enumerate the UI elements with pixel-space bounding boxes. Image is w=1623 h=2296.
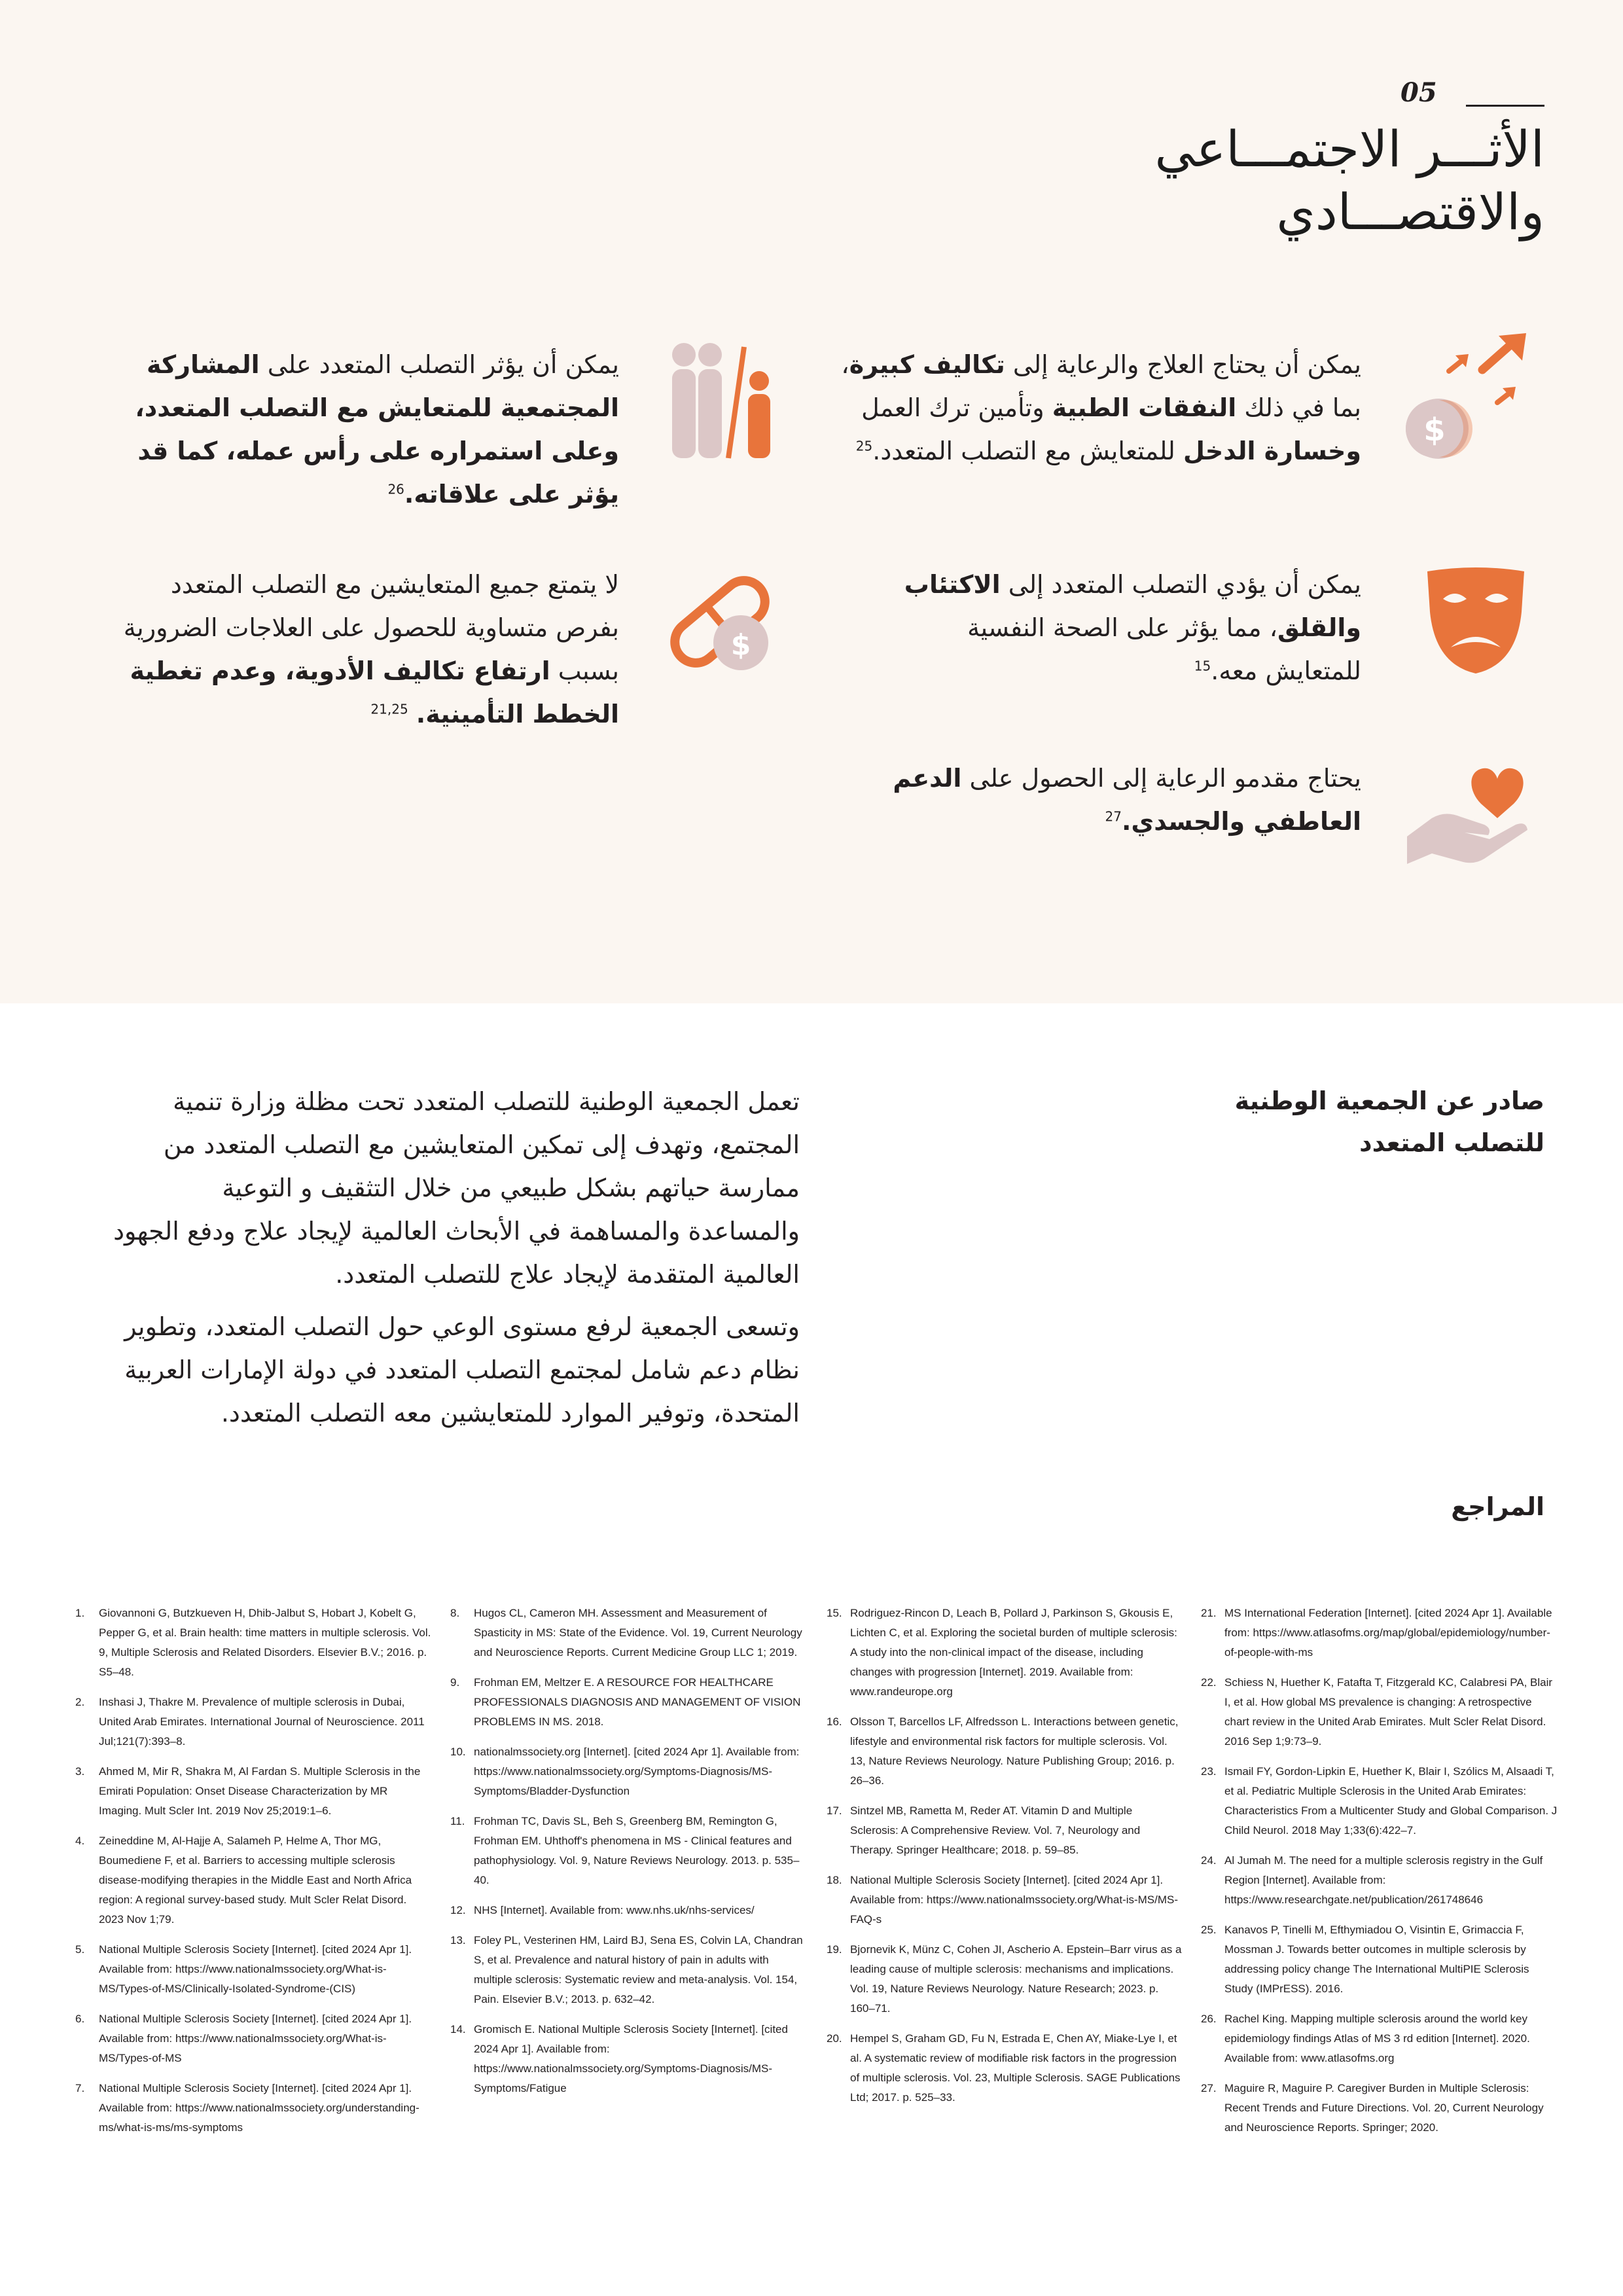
reference-text: Olsson T, Barcellos LF, Alfredsson L. Interactions between genetic, lifestyle and environmental risk factors for multiple sclerosis. Vol. 13, Nature Reviews Neurology. Nature Publishing Group; 2016. p. 26–36.: [850, 1715, 1179, 1787]
references-column-3: [827, 1604, 1183, 2118]
item-costs: يمكن أن يحتاج العلاج والرعاية إلى تكاليف كبيرة، بما في ذلك النفقات الطبية وتأمين ترك العمل وخسارة الدخل للمتعايش مع التصلب المتعدد.$^{25}$: [841, 350, 1361, 465]
reference-item: [75, 1940, 432, 1999]
reference-item: [1201, 1762, 1558, 1840]
section-number: 05: [1400, 77, 1437, 108]
reference-text: Hempel S, Graham GD, Fu N, Estrada E, Chen AY, Miake-Lye I, et al. A systematic review of modifiable risk factors in the progression of multiple sclerosis. Vol. 23, Multiple Sclerosis. SAGE Publications Ltd; 2017. p. 525–33.: [850, 2032, 1181, 2104]
pill-cost-icon: [661, 563, 779, 681]
reference-item: [450, 1604, 807, 1662]
item-participation: يمكن أن يؤثر التصلب المتعدد على المشاركة المجتمعية للمتعايش مع التصلب المتعدد، وعلى استمراره على رأس عمله، كما قد يؤثر على علاقاته.$^{26}$: [135, 350, 619, 509]
reference-text: NHS [Internet]. Available from: www.nhs.uk/nhs-services/: [474, 1904, 755, 1916]
reference-number: 7.: [75, 2082, 85, 2094]
reference-number: 23.: [1201, 1765, 1217, 1778]
reference-item: [1201, 1920, 1558, 1999]
about-society: [106, 1080, 800, 1444]
item-depression: يمكن أن يؤدي التصلب المتعدد إلى الاكتئاب والقلق، مما يؤثر على الصحة النفسية للمتعايش معه.$^{15}$: [904, 570, 1361, 685]
footnote-ref: 15: [1194, 658, 1211, 674]
reference-number: 21.: [1201, 1607, 1217, 1619]
reference-item: [450, 1931, 807, 2009]
reference-item: [827, 1801, 1183, 1860]
reference-item: [1201, 1673, 1558, 1751]
reference-number: 12.: [450, 1904, 466, 1916]
section-rule: [1466, 105, 1544, 107]
about-paragraph-2: وتسعى الجمعية لرفع مستوى الوعي حول التصلب المتعدد، وتطوير نظام دعم شامل لمجتمع التصلب المتعدد في دولة الإمارات العربية المتحدة، وتوفير الموارد للمتعايشين معه التصلب المتعدد.: [124, 1312, 800, 1427]
reference-item: [827, 1604, 1183, 1702]
reference-item: [827, 1940, 1183, 2018]
reference-number: 24.: [1201, 1854, 1217, 1867]
reference-text: Kanavos P, Tinelli M, Efthymiadou O, Visintin E, Grimaccia F, Mossman J. Towards better outcomes in multiple sclerosis by addressing policy change The International MultiPIE Sclerosis Study (IMPrESS). 2016.: [1224, 1924, 1529, 1995]
reference-text: Schiess N, Huether K, Fatafta T, Fitzgerald KC, Calabresi PA, Blair I, et al. How global MS prevalence is changing: A retrospective chart review in the United Arab Emirates. Mult Scler Relat Disord. 2016 Sep 1;9:73–9.: [1224, 1676, 1553, 1748]
references-column-1: [75, 1604, 432, 2148]
reference-number: 9.: [450, 1676, 460, 1689]
reference-number: 5.: [75, 1943, 85, 1956]
reference-item: [450, 1812, 807, 1890]
reference-number: 8.: [450, 1607, 460, 1619]
reference-text: nationalmssociety.org [Internet]. [cited 2024 Apr 1]. Available from: https://www.nationalmssociety.org/Symptoms-Diagnosis/MS-Symptoms/Bladder-Dysfunction: [474, 1746, 800, 1797]
reference-number: 19.: [827, 1943, 842, 1956]
reference-item: [450, 1673, 807, 1732]
section-title-line2: والاقتصـــادي: [1276, 183, 1544, 241]
reference-text: Sintzel MB, Rametta M, Reder AT. Vitamin D and Multiple Sclerosis: A Comprehensive Review. Vol. 7, Neurology and Therapy. Springer Healthcare; 2018. p. 59–85.: [850, 1804, 1141, 1856]
reference-text: Hugos CL, Cameron MH. Assessment and Measurement of Spasticity in MS: State of the Evidence. Vol. 19, Current Neurology and Neuroscience Reports. Current Medicine Group LLC 1; 2019.: [474, 1607, 802, 1659]
reference-text: National Multiple Sclerosis Society [Internet]. [cited 2024 Apr 1]. Available from: https://www.nationalmssociety.org/understanding-ms/what-is-ms/ms-symptoms: [99, 2082, 419, 2134]
footnote-ref: 26: [387, 481, 404, 497]
reference-text: Al Jumah M. The need for a multiple sclerosis registry in the Gulf Region [Internet]. Available from: https://www.researchgate.net/publication/261748646: [1224, 1854, 1543, 1906]
reference-item: [827, 1712, 1183, 1791]
item-access: لا يتمتع جميع المتعايشين مع التصلب المتعدد بفرص متساوية للحصول على العلاجات الضرورية بسبب ارتفاع تكاليف الأدوية، وعدم تغطية الخطط التأمينية. $^{21,25}$: [123, 570, 619, 728]
reference-text: Bjornevik K, Münz C, Cohen JI, Ascherio A. Epstein–Barr virus as a leading cause of multiple sclerosis: mechanisms and implications. Vol. 19, Nature Reviews Neurology. Nature Research; 2023. p. 160–71.: [850, 1943, 1182, 2015]
footnote-ref: 25: [855, 438, 873, 454]
reference-number: 13.: [450, 1934, 466, 1946]
reference-item: [1201, 2009, 1558, 2068]
reference-number: 18.: [827, 1874, 842, 1886]
reference-text: National Multiple Sclerosis Society [Internet]. [cited 2024 Apr 1]. Available from: https://www.nationalmssociety.org/What-is-MS/MS-FAQ-s: [850, 1874, 1179, 1926]
reference-item: [450, 1742, 807, 1801]
footnote-ref: 21,25: [370, 701, 408, 717]
reference-text: National Multiple Sclerosis Society [Internet]. [cited 2024 Apr 1]. Available from: https://www.nationalmssociety.org/What-is-MS/Types-of-MS/Clinically-Isolated-Syndrome-(CIS): [99, 1943, 412, 1995]
reference-number: 27.: [1201, 2082, 1217, 2094]
reference-number: 25.: [1201, 1924, 1217, 1936]
reference-number: 4.: [75, 1835, 85, 1847]
reference-text: National Multiple Sclerosis Society [Internet]. [cited 2024 Apr 1]. Available from: https://www.nationalmssociety.org/What-is-MS/Types-of-MS: [99, 2013, 412, 2064]
reference-number: 2.: [75, 1696, 85, 1708]
money-arrows-icon: [1400, 331, 1531, 465]
reference-item: [1201, 1851, 1558, 1910]
reference-text: Frohman TC, Davis SL, Beh S, Greenberg BM, Remington G, Frohman EM. Uhthoff's phenomena in MS - Clinical features and pathophysiology. Vol. 9, Nature Reviews Neurology. 2013. p. 535–40.: [474, 1815, 800, 1886]
reference-item: [75, 1604, 432, 1682]
reference-number: 3.: [75, 1765, 85, 1778]
reference-item: [75, 1693, 432, 1751]
reference-number: 17.: [827, 1804, 842, 1817]
reference-text: Rodriguez-Rincon D, Leach B, Pollard J, Parkinson S, Gkousis E, Lichten C, et al. Exploring the societal burden of multiple sclerosis: A study into the non-clinical impact of the disease, including changes with progression [Internet]. 2019. Available from: www.randeurope.org: [850, 1607, 1177, 1698]
reference-number: 11.: [450, 1815, 465, 1827]
references-column-2: [450, 1604, 807, 2109]
svg-text:$: $: [1423, 412, 1446, 448]
reference-item: [450, 2020, 807, 2098]
reference-text: Ismail FY, Gordon-Lipkin E, Huether K, Blair I, Szólics M, Alsaadi T, et al. Pediatric Multiple Sclerosis in the United Arab Emirates: Characteristics From a Multicenter Study and Global Comparison. J Child Neurol. 2018 May 1;33(6):422–7.: [1224, 1765, 1558, 1837]
reference-number: 16.: [827, 1715, 842, 1728]
reference-number: 6.: [75, 2013, 85, 2025]
people-divided-icon: [664, 340, 776, 461]
svg-text:$: $: [730, 628, 751, 662]
sad-mask-icon: [1423, 566, 1528, 677]
reference-text: Ahmed M, Mir R, Shakra M, Al Fardan S. Multiple Sclerosis in the Emirati Population: Onset Disease Characterization by MR Imaging. Mult Scler Int. 2019 Nov 25;2019:1–6.: [99, 1765, 421, 1817]
reference-item: [75, 2079, 432, 2138]
reference-item: [827, 2029, 1183, 2108]
reference-text: Gromisch E. National Multiple Sclerosis Society [Internet]. [cited 2024 Apr 1]. Available from: https://www.nationalmssociety.org/Symptoms-Diagnosis/MS-Symptoms/Fatigue: [474, 2023, 788, 2094]
reference-number: 20.: [827, 2032, 842, 2045]
reference-number: 10.: [450, 1746, 466, 1758]
reference-item: [75, 1831, 432, 1929]
reference-text: Zeineddine M, Al-Hajje A, Salameh P, Helme A, Thor MG, Boumediene F, et al. Barriers to accessing multiple sclerosis disease-modifying therapies in the Middle East and North Africa region: A regional survey-based study. Mult Scler Relat Disord. 2023 Nov 1;79.: [99, 1835, 412, 1926]
reference-number: 22.: [1201, 1676, 1217, 1689]
reference-item: [1201, 2079, 1558, 2138]
hand-heart-icon: [1406, 759, 1530, 867]
references-column-4: [1201, 1604, 1558, 2148]
reference-number: 26.: [1201, 2013, 1217, 2025]
reference-item: [1201, 1604, 1558, 1662]
reference-number: 1.: [75, 1607, 85, 1619]
item-caregivers: يحتاج مقدمو الرعاية إلى الحصول على الدعم العاطفي والجسدي.$^{27}$: [893, 764, 1361, 836]
reference-item: [75, 1762, 432, 1821]
references-title: المراجع: [1451, 1492, 1544, 1521]
reference-number: 14.: [450, 2023, 466, 2036]
published-by: صادر عن الجمعية الوطنية للتصلب المتعدد: [1234, 1086, 1544, 1157]
reference-text: Inshasi J, Thakre M. Prevalence of multiple sclerosis in Dubai, United Arab Emirates. International Journal of Neuroscience. 2011 Jul;121(7):393–8.: [99, 1696, 425, 1748]
reference-text: Frohman EM, Meltzer E. A RESOURCE FOR HEALTHCARE PROFESSIONALS DIAGNOSIS AND MANAGEMENT OF VISION PROBLEMS IN MS. 2018.: [474, 1676, 801, 1728]
section-title-line1: الأثـــر الاجتمـــاعي: [1154, 120, 1544, 178]
reference-item: [827, 1871, 1183, 1929]
section-title: [955, 118, 1544, 243]
reference-text: Giovannoni G, Butzkueven H, Dhib-Jalbut S, Hobart J, Kobelt G, Pepper G, et al. Brain health: time matters in multiple sclerosis. Vol. 9, Multiple Sclerosis and Related Disorders. Elsevier B.V.; 2016. p. S5–48.: [99, 1607, 431, 1678]
footnote-ref: 27: [1105, 808, 1122, 825]
reference-text: Foley PL, Vesterinen HM, Laird BJ, Sena ES, Colvin LA, Chandran S, et al. Prevalence and natural history of pain in adults with multiple sclerosis: Systematic review and meta-analysis. Vol. 154, Pain. Elsevier B.V.; 2013. p. 632–42.: [474, 1934, 803, 2005]
reference-item: [450, 1901, 807, 1920]
reference-number: 15.: [827, 1607, 842, 1619]
about-paragraph-1: تعمل الجمعية الوطنية للتصلب المتعدد تحت مظلة وزارة تنمية المجتمع، وتهدف إلى تمكين المتعايشين مع التصلب المتعدد من ممارسة حياتهم بشكل طبيعي من خلال التثقيف و التوعية والمساعدة والمساهمة في الأبحاث العالمية لإيجاد علاج ودفع الجهود العالمية المتقدمة لإيجاد علاج للتصلب المتعدد.: [113, 1087, 800, 1289]
reference-text: Rachel King. Mapping multiple sclerosis around the world key epidemiology findings Atlas of MS 3 rd edition [Internet]. 2020. Available from: www.atlasofms.org: [1224, 2013, 1530, 2064]
reference-text: Maguire R, Maguire P. Caregiver Burden in Multiple Sclerosis: Recent Trends and Future Directions. Vol. 20, Current Neurology and Neuroscience Reports. Springer; 2020.: [1224, 2082, 1544, 2134]
reference-text: MS International Federation [Internet]. [cited 2024 Apr 1]. Available from: https://www.atlasofms.org/map/global/epidemiology/number-of-people-with-ms: [1224, 1607, 1552, 1659]
reference-item: [75, 2009, 432, 2068]
